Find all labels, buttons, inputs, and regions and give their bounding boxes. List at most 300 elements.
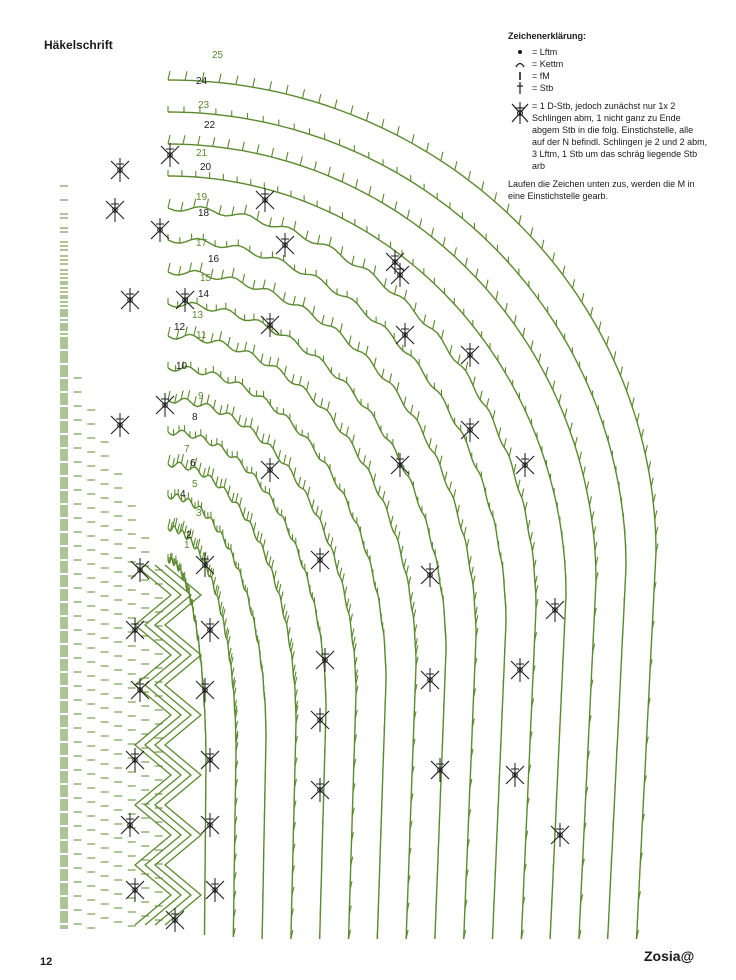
stitch-mark — [465, 258, 467, 267]
row-number: 18 — [198, 208, 210, 219]
double-treble-cross-icon — [508, 100, 532, 126]
stitch-mark — [219, 591, 221, 600]
stitch-mark — [279, 584, 281, 593]
stitch-mark — [220, 602, 222, 611]
stitch-mark — [395, 525, 397, 534]
double-treble-symbol — [201, 618, 219, 642]
stitch-mark — [582, 293, 584, 302]
stitch-mark — [414, 609, 416, 618]
double-treble-symbol — [261, 313, 279, 337]
stitch-mark — [232, 493, 234, 502]
stitch-mark — [349, 604, 351, 613]
arc-icon — [508, 60, 532, 68]
legend-label: = fM — [532, 71, 550, 81]
stitch-mark — [228, 486, 230, 495]
stitch-mark — [445, 472, 447, 481]
dot-icon — [508, 48, 532, 56]
stitch-mark — [467, 539, 469, 548]
stitch-mark — [353, 637, 355, 646]
stitch-mark — [228, 337, 230, 346]
center-motif — [135, 565, 201, 925]
stitch-mark — [188, 390, 190, 399]
stitch-mark — [334, 546, 336, 555]
stitch-mark — [594, 527, 596, 536]
stitch-mark — [200, 546, 202, 555]
stitch-mark — [573, 279, 575, 288]
stitch-mark — [272, 560, 274, 569]
stitch-mark — [331, 317, 333, 326]
row-number: 15 — [200, 273, 212, 284]
stitch-mark — [303, 297, 305, 306]
stitch-mark — [382, 194, 384, 203]
stitch-mark — [299, 477, 301, 486]
stitch-mark — [203, 468, 205, 477]
stitch-mark — [525, 502, 527, 511]
stitch-mark — [316, 506, 318, 515]
double-treble-symbol — [111, 413, 129, 437]
stitch-mark — [390, 373, 392, 382]
stitch-mark — [378, 486, 380, 495]
stitch-mark — [303, 89, 305, 98]
double-treble-symbol — [151, 218, 169, 242]
stitch-mark — [607, 336, 609, 345]
row-number: 4 — [180, 489, 186, 500]
stitch-mark — [341, 246, 343, 255]
stitch-mark — [175, 518, 177, 527]
stitch-mark — [363, 455, 365, 464]
stitch-mark — [168, 455, 170, 464]
stitch-mark — [476, 269, 478, 278]
stitch-mark — [228, 636, 230, 645]
stitch-mark — [181, 202, 183, 211]
stitch-mark — [487, 398, 489, 407]
double-treble-symbol — [131, 678, 149, 702]
stitch-mark — [471, 567, 473, 576]
stitch-mark — [347, 599, 349, 608]
stitch-mark — [168, 519, 170, 528]
row-number: 2 — [186, 530, 192, 541]
stitch-mark — [411, 592, 413, 601]
stitch-mark — [322, 315, 324, 324]
stitch-mark — [198, 136, 200, 145]
stitch-mark — [532, 542, 534, 551]
stitch-mark — [243, 507, 245, 516]
row-number: 24 — [196, 76, 208, 87]
stitch-mark — [269, 357, 271, 366]
stitch-mark — [412, 602, 414, 611]
stitch-mark — [342, 173, 344, 182]
stitch-mark — [303, 480, 305, 489]
row-number: 3 — [196, 508, 202, 519]
stitch-mark — [349, 336, 351, 345]
double-treble-symbol — [196, 553, 214, 577]
stitch-mark — [232, 206, 234, 215]
double-treble-symbol — [421, 668, 439, 692]
stitch-mark — [198, 539, 200, 548]
stitch-mark — [294, 467, 296, 476]
stitch-mark — [441, 152, 443, 161]
stitch-mark — [168, 135, 170, 144]
stitch-mark — [651, 478, 653, 487]
stitch-mark — [334, 412, 336, 421]
stitch-mark — [211, 269, 213, 278]
stitch-mark — [319, 94, 321, 103]
legend-item-double-treble — [508, 100, 708, 172]
row-number: 20 — [200, 162, 212, 173]
stitch-mark — [499, 427, 501, 436]
stitch-mark — [363, 259, 365, 268]
stitch-mark — [406, 565, 408, 574]
stitch-mark — [238, 415, 240, 424]
row-number: 9 — [198, 391, 204, 402]
stitch-mark — [250, 418, 252, 427]
stitch-row — [168, 106, 626, 939]
row-number: 10 — [176, 361, 188, 372]
stitch-mark — [236, 76, 238, 85]
stitch-mark — [168, 263, 170, 272]
stitch-mark — [324, 522, 326, 531]
stitch-mark — [455, 161, 457, 170]
stitch-mark — [307, 382, 309, 391]
double-treble-symbol — [106, 198, 124, 222]
stitch-mark — [366, 346, 368, 355]
stitch-mark — [575, 437, 577, 446]
stitch-mark — [358, 342, 360, 351]
stitch-mark — [369, 186, 371, 195]
stitch-mark — [395, 285, 397, 294]
stitch-mark — [253, 78, 255, 87]
stitch-mark — [383, 491, 385, 500]
stitch-mark — [450, 345, 452, 354]
stitch-mark — [514, 315, 516, 324]
double-treble-symbol — [156, 393, 174, 417]
stitch-mark — [429, 438, 431, 447]
stitch-mark — [404, 397, 406, 406]
stitch-mark — [226, 404, 228, 413]
stitch-mark — [405, 290, 407, 299]
stitch-mark — [277, 358, 279, 367]
stitch-mark — [286, 85, 288, 94]
stitch-mark — [292, 651, 294, 660]
stitch-mark — [423, 425, 425, 434]
stitch-mark — [308, 487, 310, 496]
stitch-mark — [300, 156, 302, 165]
stitch-mark — [168, 71, 170, 80]
stitch-mark — [313, 306, 315, 315]
stitch-mark — [587, 481, 589, 490]
stitch-mark — [519, 215, 521, 224]
page-title: Häkelschrift — [44, 38, 113, 52]
double-treble-symbol — [201, 748, 219, 772]
stitch-mark — [335, 99, 337, 108]
stitch-mark — [509, 447, 511, 456]
stitch-mark — [253, 345, 255, 354]
stitch-mark — [433, 320, 435, 329]
row-number: 13 — [192, 310, 204, 321]
stitch-mark — [397, 382, 399, 391]
stitch-mark — [563, 266, 565, 275]
stitch-mark — [236, 493, 238, 502]
row-number: 7 — [184, 444, 190, 455]
stitch-mark — [457, 505, 459, 514]
stitch-mark — [273, 439, 275, 448]
double-treble-symbol — [506, 763, 524, 787]
stitch-mark — [642, 429, 644, 438]
row-number: 8 — [192, 412, 198, 423]
stitch-mark — [292, 374, 294, 383]
stitch-mark — [591, 307, 593, 316]
stitch-mark — [331, 538, 333, 547]
double-treble-symbol — [111, 158, 129, 182]
stitch-mark — [454, 489, 456, 498]
double-treble-symbol — [461, 418, 479, 442]
legend — [508, 30, 708, 202]
stitch-mark — [530, 532, 532, 541]
stitch-mark — [542, 240, 544, 249]
stitch-mark — [337, 560, 339, 569]
stitch-mark — [286, 152, 288, 161]
stitch-mark — [518, 480, 520, 489]
stitch-mark — [219, 205, 221, 214]
stitch-mark — [352, 256, 354, 265]
stitch-mark — [599, 322, 601, 331]
stitch-mark — [637, 413, 639, 422]
stitch-mark — [213, 137, 215, 146]
stitch-mark — [179, 266, 181, 275]
signature: Zosia@ — [644, 948, 695, 964]
stitch-mark — [185, 326, 187, 335]
row-number: 25 — [212, 50, 224, 61]
stitch-mark — [649, 461, 651, 470]
bar-icon — [508, 71, 532, 81]
stitch-mark — [207, 395, 209, 404]
stitch-mark — [345, 587, 347, 596]
stitch-mark — [168, 199, 170, 208]
double-treble-symbol — [431, 758, 449, 782]
stitch-mark — [189, 263, 191, 272]
double-treble-symbol — [126, 748, 144, 772]
stitch-mark — [614, 351, 616, 360]
legend-label: = Lftm — [532, 47, 558, 57]
stitch-mark — [183, 135, 185, 144]
stitch-mark — [546, 367, 548, 376]
stitch-mark — [299, 376, 301, 385]
stitch-mark — [387, 501, 389, 510]
stitch-mark — [570, 423, 572, 432]
stitch-mark — [306, 231, 308, 240]
stitch-mark — [293, 296, 295, 305]
double-treble-symbol — [546, 598, 564, 622]
stitch-mark — [409, 576, 411, 585]
stitch-mark — [553, 253, 555, 262]
row-number: 5 — [192, 479, 198, 490]
double-treble-symbol — [396, 323, 414, 347]
stitch-mark — [528, 520, 530, 529]
stitch-mark — [224, 619, 226, 628]
stitch-mark — [244, 418, 246, 427]
stitch-mark — [269, 81, 271, 90]
stitch-mark — [214, 577, 216, 586]
stitch-mark — [486, 280, 488, 289]
stitch-mark — [208, 466, 210, 475]
stitch-mark — [261, 354, 263, 363]
stitch-mark — [277, 581, 279, 590]
stitch-mark — [224, 478, 226, 487]
double-treble-symbol — [196, 678, 214, 702]
stitch-mark — [321, 398, 323, 407]
stitch-mark — [653, 494, 655, 503]
stitch-mark — [352, 435, 354, 444]
stitch-row — [60, 170, 566, 939]
stitch-mark — [346, 427, 348, 436]
row-number: 17 — [196, 238, 208, 249]
stitch-mark — [427, 143, 429, 152]
stitch-mark — [219, 74, 221, 83]
stitch-mark — [177, 524, 179, 533]
stitch-mark — [340, 568, 342, 577]
stitch-mark — [358, 448, 360, 457]
stitch-mark — [182, 521, 184, 530]
stitch-mark — [414, 303, 416, 312]
stitch-mark — [340, 324, 342, 333]
stitch-mark — [531, 341, 533, 350]
stitch-mark — [273, 283, 275, 292]
stitch-mark — [254, 522, 256, 531]
stitch-mark — [645, 445, 647, 454]
stitch-mark — [458, 354, 460, 363]
stitch-mark — [314, 393, 316, 402]
stitch-mark — [352, 628, 354, 637]
row-number: 12 — [174, 322, 186, 333]
stitch-row-line — [168, 494, 266, 939]
stitch-mark — [443, 237, 445, 246]
stitch-mark — [245, 342, 247, 351]
stitch-row-line — [168, 366, 386, 939]
stitch-mark — [523, 328, 525, 337]
stitch-mark — [263, 539, 265, 548]
stitch-mark — [168, 327, 170, 336]
stitch-mark — [417, 411, 419, 420]
stitch-mark — [274, 571, 276, 580]
stitch-mark — [522, 488, 524, 497]
stitch-row-line — [168, 430, 326, 939]
double-treble-symbol — [206, 878, 224, 902]
stitch-mark — [435, 445, 437, 454]
stitch-mark — [579, 452, 581, 461]
stitch-mark — [284, 455, 286, 464]
stitch-row — [168, 135, 598, 939]
stitch-mark — [213, 400, 215, 409]
stitch-mark — [243, 274, 245, 283]
stitch-mark — [468, 171, 470, 180]
stitch-mark — [268, 435, 270, 444]
stitch-mark — [412, 134, 414, 143]
stitch-mark — [382, 369, 384, 378]
stitch-row — [114, 454, 298, 939]
stitch-mark — [411, 405, 413, 414]
stitch-mark — [282, 217, 284, 226]
stitch-mark — [263, 280, 265, 289]
cross-icon — [508, 81, 532, 95]
stitch-mark — [260, 533, 262, 542]
legend-item-treble — [508, 82, 708, 94]
legend-label: = Kettm — [532, 59, 564, 69]
double-treble-symbol — [276, 233, 294, 257]
row-number-labels — [174, 50, 224, 551]
stitch-mark — [420, 219, 422, 228]
stitch-mark — [288, 627, 290, 636]
stitch-mark — [356, 179, 358, 188]
stitch-mark — [185, 71, 187, 80]
row-number: 11 — [196, 330, 207, 341]
stitch-row-line — [168, 144, 596, 939]
stitch-mark — [291, 642, 293, 651]
stitch-mark — [493, 410, 495, 419]
stitch-mark — [632, 397, 634, 406]
stitch-mark — [262, 434, 264, 443]
stitch-mark — [221, 270, 223, 279]
stitch-mark — [257, 211, 259, 220]
stitch-mark — [283, 292, 285, 301]
stitch-mark — [327, 533, 329, 542]
stitch-mark — [397, 126, 399, 135]
page-number: 12 — [40, 956, 53, 968]
legend-heading: Zeichenerklärung: — [508, 31, 587, 41]
row-number: 22 — [204, 120, 216, 131]
stitch-mark — [253, 280, 255, 289]
stitch-mark — [272, 148, 274, 157]
legend-item-chain — [508, 46, 708, 58]
stitch-mark — [269, 556, 271, 565]
stitch-mark — [351, 105, 353, 114]
stitch-mark — [220, 331, 222, 340]
double-treble-symbol — [261, 458, 279, 482]
double-treble-symbol — [516, 453, 534, 477]
stitch-mark — [384, 278, 386, 287]
stitch-mark — [245, 205, 247, 214]
stitch-row — [87, 390, 358, 939]
stitch-mark — [279, 450, 281, 459]
legend-item-single — [508, 70, 708, 82]
stitch-mark — [441, 330, 443, 339]
stitch-mark — [199, 463, 201, 472]
row-number: 6 — [190, 458, 196, 469]
stitch-mark — [395, 201, 397, 210]
row-number: 16 — [208, 254, 220, 265]
stitch-mark — [449, 481, 451, 490]
stitch-mark — [466, 362, 468, 371]
double-treble-symbol — [311, 778, 329, 802]
stitch-mark — [232, 407, 234, 416]
stitch-mark — [495, 192, 497, 201]
stitch-mark — [553, 381, 555, 390]
legend-double-treble-text: = 1 D-Stb, jedoch zunächst nur 1x 2 Schlingen abm, 1 nicht ganz zu Ende abgem Stb in die folg. Einstichstelle, alle auf der N befindl. Schlingen je 2 und 2 abm, 3 Lftm, 1 Stb um das schräg liegende Stb arb — [532, 101, 708, 171]
stitch-mark — [320, 510, 322, 519]
stitch-mark — [496, 291, 498, 300]
row-number: 14 — [198, 289, 210, 300]
stitch-mark — [374, 474, 376, 483]
stitch-mark — [440, 456, 442, 465]
double-treble-symbol — [176, 288, 194, 312]
stitch-mark — [240, 497, 242, 506]
stitch-mark — [504, 438, 506, 447]
stitch-mark — [256, 426, 258, 435]
double-treble-symbol — [121, 813, 139, 837]
stitch-mark — [482, 182, 484, 191]
stitch-mark — [424, 315, 426, 324]
stitch-mark — [284, 366, 286, 375]
stitch-mark — [290, 638, 292, 647]
